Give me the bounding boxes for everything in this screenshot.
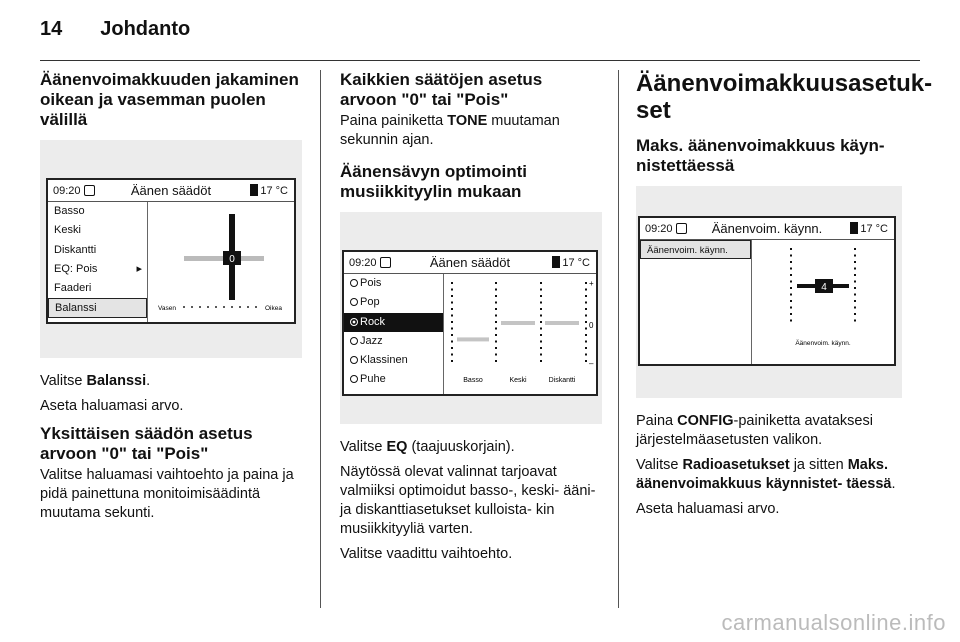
- band-label: Keski: [509, 377, 527, 384]
- settings-menu: [48, 202, 148, 322]
- eq-level-bar: [457, 337, 489, 341]
- menu-item[interactable]: Keski: [54, 224, 81, 237]
- volume-menu: [640, 240, 752, 364]
- subheading: Yksittäisen säädön asetus arvoon "0" tai "Pois": [40, 424, 253, 463]
- column-divider: [618, 70, 619, 608]
- status-bar: [640, 218, 894, 240]
- column-divider: [320, 70, 321, 608]
- paragraph: Näytössä olevat valinnat tarjoavat valmiiksi optimoidut basso-, keski- ääni- ja diskanttiasetukset kulloista- kin musiikkityyliä varten.: [340, 464, 596, 537]
- menu-item[interactable]: Pop: [344, 293, 443, 312]
- menu-item-selected[interactable]: Rock: [344, 313, 443, 332]
- menu-item[interactable]: EQ: Pois ▸: [48, 260, 147, 279]
- minus-label: –: [589, 359, 594, 368]
- menu-item[interactable]: Faaderi: [54, 282, 92, 295]
- status-bar: [344, 252, 596, 274]
- phone-icon: [250, 184, 258, 196]
- watermark: carmanualsonline.info: [721, 610, 946, 635]
- eq-level-bar: [545, 321, 579, 325]
- menu-item-selected[interactable]: Äänenvoim. käynn.: [640, 240, 751, 259]
- band-label: Basso: [463, 377, 483, 384]
- paragraph: Aseta haluamasi arvo.: [636, 501, 780, 517]
- right-label: Oikea: [265, 305, 282, 312]
- band-label: Diskantti: [548, 377, 576, 384]
- eq-screen: [342, 250, 598, 396]
- paragraph: Valitse Balanssi.: [40, 373, 151, 389]
- section-heading: Äänenvoimakkuusasetuk- set: [636, 70, 933, 124]
- volume-graphic: [753, 240, 893, 364]
- clock: 09:20: [53, 185, 81, 197]
- menu-item[interactable]: Diskantti: [54, 243, 97, 256]
- volume-caption: Äänenvoim. käynn.: [795, 340, 851, 347]
- page-header: [40, 18, 190, 41]
- paragraph: Paina painiketta TONE muutaman sekunnin ajan.: [340, 113, 560, 148]
- subheading: Maks. äänenvoimakkuus käyn- nistettäessä: [636, 136, 885, 175]
- screen-title: Äänenvoim. käynn.: [711, 221, 823, 236]
- menu-item[interactable]: Klassinen: [344, 351, 443, 370]
- page-number: 14: [40, 18, 63, 40]
- menu-item[interactable]: Jazz: [344, 332, 443, 351]
- temperature: 17 °C: [562, 257, 590, 269]
- menu-item[interactable]: Pois: [344, 274, 443, 293]
- menu-item[interactable]: Puhe: [344, 370, 443, 389]
- eq-graphic: [445, 274, 595, 394]
- clock: 09:20: [645, 223, 673, 235]
- balance-graphic: [149, 202, 294, 322]
- column-3: [636, 70, 933, 525]
- volume-screen: [638, 216, 896, 366]
- page-title: Johdanto: [100, 18, 191, 40]
- paragraph: Paina CONFIG-painiketta avataksesi järjestelmäasetusten valikon.: [636, 413, 873, 448]
- section-heading: Äänenvoimakkuuden jakaminen oikean ja vasemman puolen välillä: [40, 70, 299, 129]
- paragraph: Aseta haluamasi arvo.: [40, 398, 184, 414]
- paragraph: Valitse Radioasetukset ja sitten Maks. äänenvoimakkuus käynnistet- täessä.: [636, 457, 896, 492]
- balance-screen-image: [40, 140, 302, 358]
- subheading: Kaikkien säätöjen asetus arvoon "0" tai "Pois": [340, 70, 543, 109]
- screen-title: Äänen säädöt: [429, 255, 511, 270]
- eq-level-bar: [501, 321, 535, 325]
- menu-item-selected[interactable]: Balanssi: [48, 298, 147, 317]
- balance-screen: [46, 178, 296, 324]
- left-label: Vasen: [158, 305, 176, 312]
- volume-screen-image: [636, 186, 902, 398]
- phone-icon: [552, 256, 560, 268]
- balance-value: 0: [229, 254, 235, 265]
- temperature: 17 °C: [260, 185, 288, 197]
- paragraph: Valitse EQ (taajuuskorjain).: [340, 439, 515, 455]
- header-divider: [40, 60, 920, 61]
- menu-item[interactable]: Basso: [54, 205, 85, 217]
- clock: 09:20: [349, 257, 377, 269]
- arrow-right-icon: ▸: [136, 262, 142, 275]
- subheading: Äänensävyn optimointi musiikkityylin mukaan: [340, 162, 528, 201]
- eq-screen-image: [340, 212, 602, 424]
- temperature: 17 °C: [860, 223, 888, 235]
- screen-title: Äänen säädöt: [130, 183, 212, 198]
- column-1: [40, 70, 302, 529]
- zero-label: 0: [589, 321, 594, 330]
- eq-menu: [344, 274, 444, 394]
- column-2: [340, 70, 602, 570]
- paragraph: Valitse haluamasi vaihtoehto ja paina ja pidä painettuna monitoimisäädintä muutama sekunti.: [40, 467, 294, 521]
- phone-icon: [850, 222, 858, 234]
- status-bar: [48, 180, 294, 202]
- paragraph: Valitse vaadittu vaihtoehto.: [340, 546, 513, 562]
- plus-label: +: [589, 279, 594, 288]
- volume-value: 4: [821, 282, 827, 293]
